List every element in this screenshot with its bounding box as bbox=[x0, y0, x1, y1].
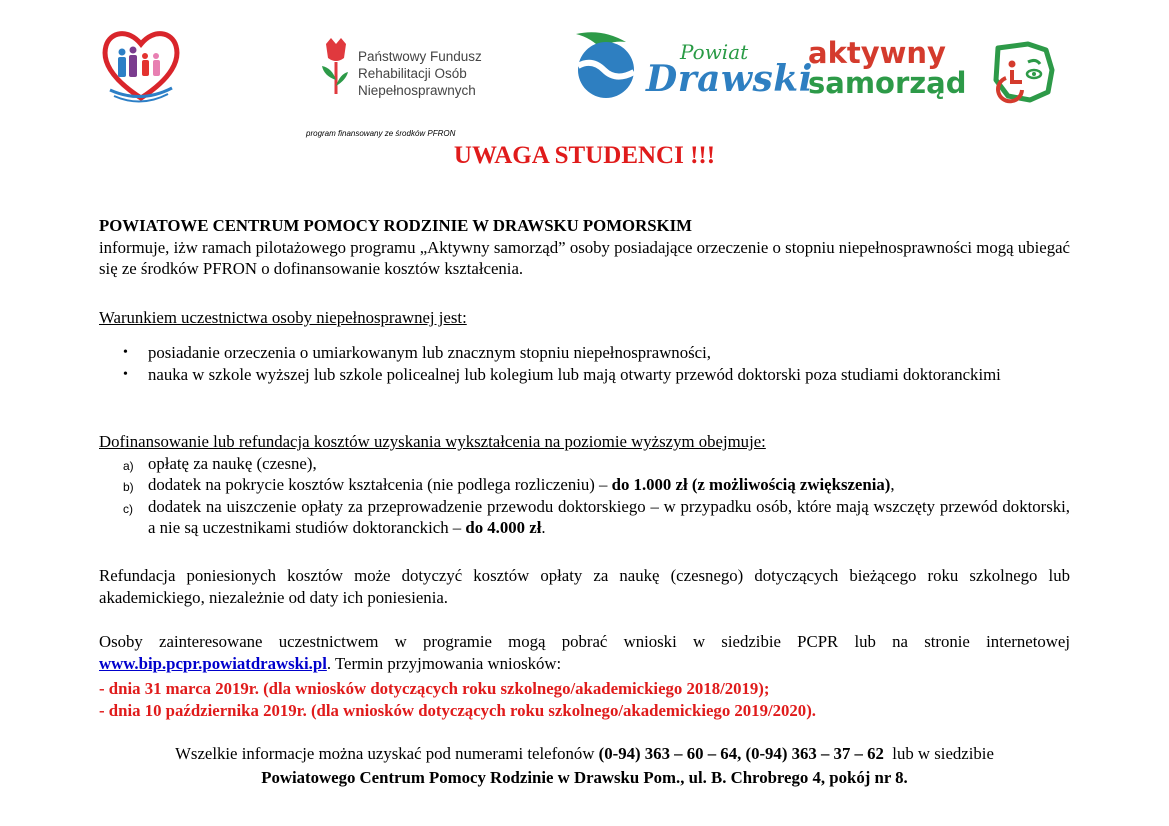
conditions-section bbox=[99, 307, 1070, 329]
intro-section bbox=[99, 215, 1070, 280]
intro-text: informuje, iżw ramach pilotażowego programu „Aktywny samorząd” osoby posiadające orzeczenie o stopniu niepełnosprawności mogą ubiegać się ze środków PFRON o dofinansowanie kosztów kształcenia. bbox=[99, 237, 1070, 278]
deadlines bbox=[99, 678, 1070, 721]
bullet-icon: • bbox=[123, 345, 128, 360]
conditions-list bbox=[99, 342, 1070, 385]
tulip-icon bbox=[318, 36, 354, 100]
funding-heading: Dofinansowanie lub refundacja kosztów uzyskania wykształcenia na poziomie wyższym obejmuje: bbox=[99, 432, 766, 451]
list-item: • posiadanie orzeczenia o umiarkowanym lub znacznym stopniu niepełnosprawności, bbox=[123, 343, 711, 362]
list-item: b) dodatek na pokrycie kosztów kształcenia (nie podlega rozliczeniu) – do 1.000 zł (z możliwością zwiększenia), bbox=[123, 475, 895, 494]
conditions-heading: Warunkiem uczestnictwa osoby niepełnosprawnej jest: bbox=[99, 308, 467, 327]
pfron-line-2: Rehabilitacji Osób bbox=[358, 66, 467, 81]
contact-address: Powiatowego Centrum Pomocy Rodzinie w Drawsku Pom., ul. B. Chrobrego 4, pokój nr 8. bbox=[261, 768, 908, 787]
list-item: a) opłatę za naukę (czesne), bbox=[123, 453, 317, 473]
bullet-icon: • bbox=[123, 366, 128, 382]
powiat-drawski-logo bbox=[572, 28, 813, 108]
powiat-word: Powiat bbox=[680, 40, 749, 64]
contact-line-1: Wszelkie informacje można uzyskać pod numerami telefonów (0-94) 363 – 60 – 64, (0-94) 363 – 37 – 62 lub w siedzibie bbox=[175, 744, 994, 763]
list-item: c) dodatek na uiszczenie opłaty za przeprowadzenie przewodu doktorskiego – w przypadku osób, które mają wszczęty przewód doktorski, a nie są uczestnikami studiów doktoranckich – do 4.000 zł. bbox=[123, 496, 1070, 537]
deadline-1: - dnia 31 marca 2019r. (dla wniosków dotyczących roku szkolnego/akademickiego 2018/2019); bbox=[99, 679, 770, 698]
pfron-line-1: Państwowy Fundusz bbox=[358, 49, 482, 64]
website-link[interactable]: www.bip.pcpr.powiatdrawski.pl bbox=[99, 653, 327, 673]
samorzad-word: samorząd bbox=[808, 66, 967, 100]
funding-list bbox=[99, 453, 1070, 539]
phone-numbers: (0-94) 363 – 60 – 64, (0-94) 363 – 37 – 62 bbox=[598, 744, 884, 763]
wave-circle-icon bbox=[572, 28, 638, 102]
application-text: Osoby zainteresowane uczestnictwem w programie mogą pobrać wnioski w siedzibie PCPR lub na stronie internetowej bbox=[99, 632, 1070, 651]
application-section: Osoby zainteresowane uczestnictwem w programie mogą pobrać wnioski w siedzibie PCPR lub na stronie internetowej www.bip.pcpr.powiatdrawski.pl. Termin przyjmowania wniosków: bbox=[99, 632, 1070, 673]
pfron-logo bbox=[318, 36, 518, 100]
drawski-word: Drawski bbox=[646, 58, 813, 100]
accessibility-map-icon bbox=[990, 40, 1058, 106]
aktywny-word: aktywny bbox=[808, 36, 946, 70]
funding-caption: program finansowany ze środków PFRON bbox=[306, 129, 456, 138]
page-title: UWAGA STUDENCI !!! bbox=[453, 142, 716, 169]
aktywny-samorzad-logo bbox=[806, 38, 1066, 110]
deadline-2: - dnia 10 października 2019r. (dla wniosków dotyczących roku szkolnego/akademickiego 2019/2020). bbox=[99, 700, 816, 720]
list-item: • nauka w szkole wyższej lub szkole policealnej lub kolegium lub mają otwarty przewód doktorski poza studiami doktoranckimi bbox=[123, 364, 1001, 384]
contact-footer bbox=[0, 742, 1169, 790]
organization-name: POWIATOWE CENTRUM POMOCY RODZINIE W DRAWSKU POMORSKIM bbox=[99, 216, 692, 235]
conditions-list-wrap bbox=[99, 342, 1070, 385]
family-heart-icon bbox=[100, 26, 182, 106]
pfron-line-3: Niepełnosprawnych bbox=[358, 83, 476, 98]
funding-section bbox=[99, 431, 1070, 539]
refund-note: Refundacja poniesionych kosztów może dotyczyć kosztów opłaty za naukę (czesnego) dotyczących bieżącego roku szkolnego lub akademickiego, niezależnie od daty ich poniesienia. bbox=[99, 566, 1070, 607]
